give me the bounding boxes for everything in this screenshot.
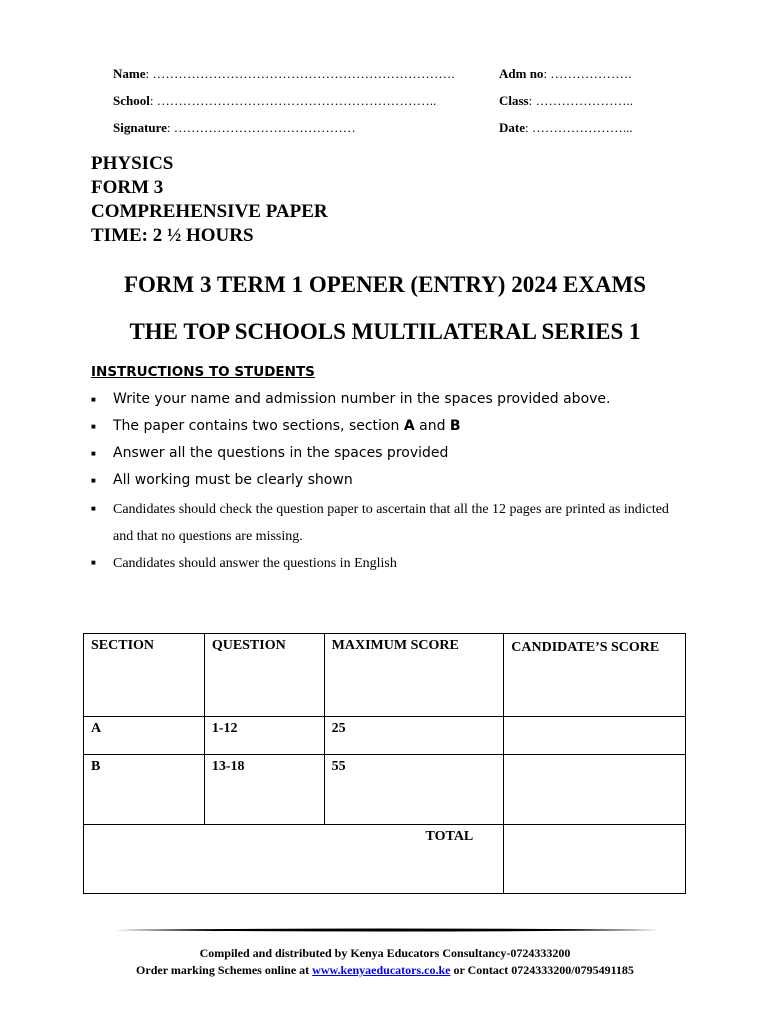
subject-time: TIME: 2 ½ HOURS [91,225,254,246]
row-question: 13-18 [204,755,324,825]
header-section: SECTION [84,634,205,717]
section-a-ref: A [403,418,415,434]
row-max: 25 [324,717,504,755]
instruction-item: Candidates should check the question paper to ascertain that all the 12 pages are printed as indicted and that no questions are missing. [113,502,669,544]
adm-no-blank: : ………………. [543,66,632,81]
instruction-item: Candidates should answer the questions in English [113,556,397,571]
instructions-heading: INSTRUCTIONS TO STUDENTS [91,364,315,380]
date-field [499,120,633,136]
subject-block [91,152,328,248]
bullet-icon: ■ [91,504,96,513]
instruction-item: All working must be clearly shown [113,472,353,488]
subject-form: FORM 3 [91,177,164,198]
class-blank: : ………………….. [528,93,633,108]
header-candidate-score: CANDIDATE’S SCORE [504,634,686,717]
header-question: QUESTION [204,634,324,717]
row-max: 55 [324,755,504,825]
school-blank: : ……………………………………………………….. [149,93,437,108]
school-label: School [113,93,150,108]
exam-title: FORM 3 TERM 1 OPENER (ENTRY) 2024 EXAMS [123,272,646,297]
total-label: TOTAL [84,825,504,894]
bullet-icon: ■ [91,395,96,404]
section-b-ref: B [449,418,461,434]
school-field [113,93,436,109]
subject-name: PHYSICS [91,153,174,174]
footer-contact [0,963,770,978]
exam-series: THE TOP SCHOOLS MULTILATERAL SERIES 1 [129,319,641,344]
footer-text: Order marking Schemes online at [136,963,313,977]
instruction-text: and [414,418,450,434]
bullet-icon: ■ [91,422,96,431]
table-row [84,755,686,825]
website-link[interactable]: www.kenyaeducators.co.ke [312,963,451,977]
bullet-icon: ■ [91,449,96,458]
instruction-item: Write your name and admission number in the spaces provided above. [113,391,611,407]
instruction-item [113,418,461,434]
instruction-text: The paper contains two sections, section [113,418,404,434]
signature-blank: : …………………………………… [166,120,356,135]
date-blank: : …………………... [525,120,633,135]
total-row [84,825,686,894]
name-blank: : ……………………………………………………………. [145,66,455,81]
class-field [499,93,633,109]
instruction-item: Answer all the questions in the spaces provided [113,445,449,461]
adm-no-label: Adm no [499,66,544,81]
name-field [113,66,455,82]
bullet-icon: ■ [91,558,96,567]
table-header-row [84,634,686,717]
score-table [83,633,686,894]
name-label: Name [113,66,146,81]
footer-divider [115,928,660,932]
row-score-cell[interactable] [504,717,686,755]
signature-label: Signature [113,120,167,135]
date-label: Date [499,120,525,135]
row-question: 1-12 [204,717,324,755]
footer-text: or Contact 0724333200/0795491185 [450,963,634,977]
row-section: B [84,755,205,825]
table-row [84,717,686,755]
footer-compiled-by: Compiled and distributed by Kenya Educators Consultancy-0724333200 [199,946,571,960]
signature-field [113,120,356,136]
bullet-icon: ■ [91,476,96,485]
subject-paper: COMPREHENSIVE PAPER [91,201,328,222]
row-section: A [84,717,205,755]
row-score-cell[interactable] [504,755,686,825]
header-max-score: MAXIMUM SCORE [324,634,504,717]
total-score-cell[interactable] [504,825,686,894]
class-label: Class [499,93,529,108]
adm-no-field [499,66,632,82]
